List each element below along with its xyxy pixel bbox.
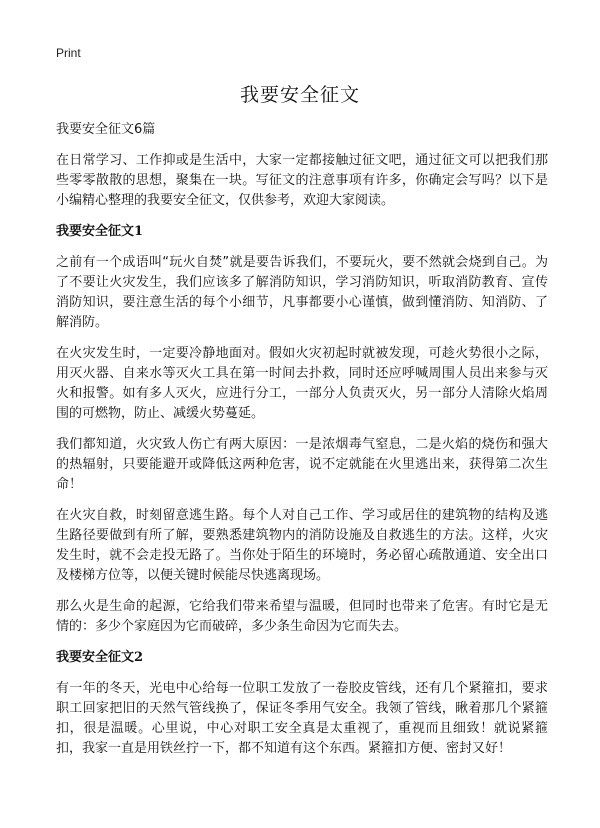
section-paragraph: 在火灾自救，时刻留意逃生路。每个人对自己工作、学习或居住的建筑物的结构及逃生路径要做到有所了解，要熟悉建筑物内的消防设施及自救逃生的方法。这样，火灾发生时，就不会走投无路了。当你处于陌生的环境时，务必留心疏散通道、安全出口及楼梯方位等，以便关键时候能尽快逃离现场。: [56, 508, 548, 583]
section-paragraph: 之前有一个成语叫“玩火自焚”就是要告诉我们，不要玩火，要不然就会烧到自己。为了不要让火灾发生，我们应该多了解消防知识，学习消防知识，听取消防教育、宣传消防知识，要注意生活的每个小细节，凡事都要小心谨慎，做到懂消防、知消防、了解消防。: [56, 255, 548, 330]
document-title: 我要安全征文: [239, 84, 360, 106]
section-paragraph: 有一年的冬天，光电中心给每一位职工发放了一卷胶皮管线，还有几个紧箍扣，要求职工回家把旧的天然气管线换了，保证冬季用气安全。我领了管线，瞅着那几个紧箍扣，很是温暖。心里说，中心对职工安全真是太重视了，重视而且细致！就说紧箍扣，我家一直是用铁丝拧一下，都不知道有这个东西。紧箍扣方便、密封又好！: [56, 681, 548, 756]
document-body: [56, 120, 548, 770]
section-heading: 我要安全征文2: [56, 650, 144, 665]
intro-paragraph: 在日常学习、工作抑或是生活中，大家一定都接触过征文吧，通过征文可以把我们那些零零散散的思想，聚集在一块。写征文的注意事项有许多，你确定会写吗？以下是小编精心整理的我要安全征文，仅供参考，欢迎大家阅读。: [56, 153, 548, 208]
section-paragraph: 我们都知道，火灾致人伤亡有两大原因：一是浓烟毒气窒息，二是火焰的烧伤和强大的热辐射，只要能避开或降低这两种危害，说不定就能在火里逃出来，获得第二次生命！: [56, 437, 548, 492]
section-heading: 我要安全征文1: [56, 224, 144, 239]
document-subtitle: 我要安全征文6篇: [56, 122, 156, 137]
section-paragraph: 在火灾发生时，一定要冷静地面对。假如火灾初起时就被发现，可趁火势很小之际，用灭火器、自来水等灭火工具在第一时间去扑救，同时还应呼喊周围人员出来参与灭火和报警。如有多人灭火，应进行分工，一部分人负责灭火，另一部分人清除火焰周围的可燃物，防止、减缓火势蔓延。: [56, 346, 548, 421]
section-paragraph: 那么火是生命的起源，它给我们带来希望与温暖，但同时也带来了危害。有时它是无情的：多少个家庭因为它而破碎，多少条生命因为它而失去。: [56, 599, 548, 634]
print-link[interactable]: Print: [56, 46, 81, 60]
